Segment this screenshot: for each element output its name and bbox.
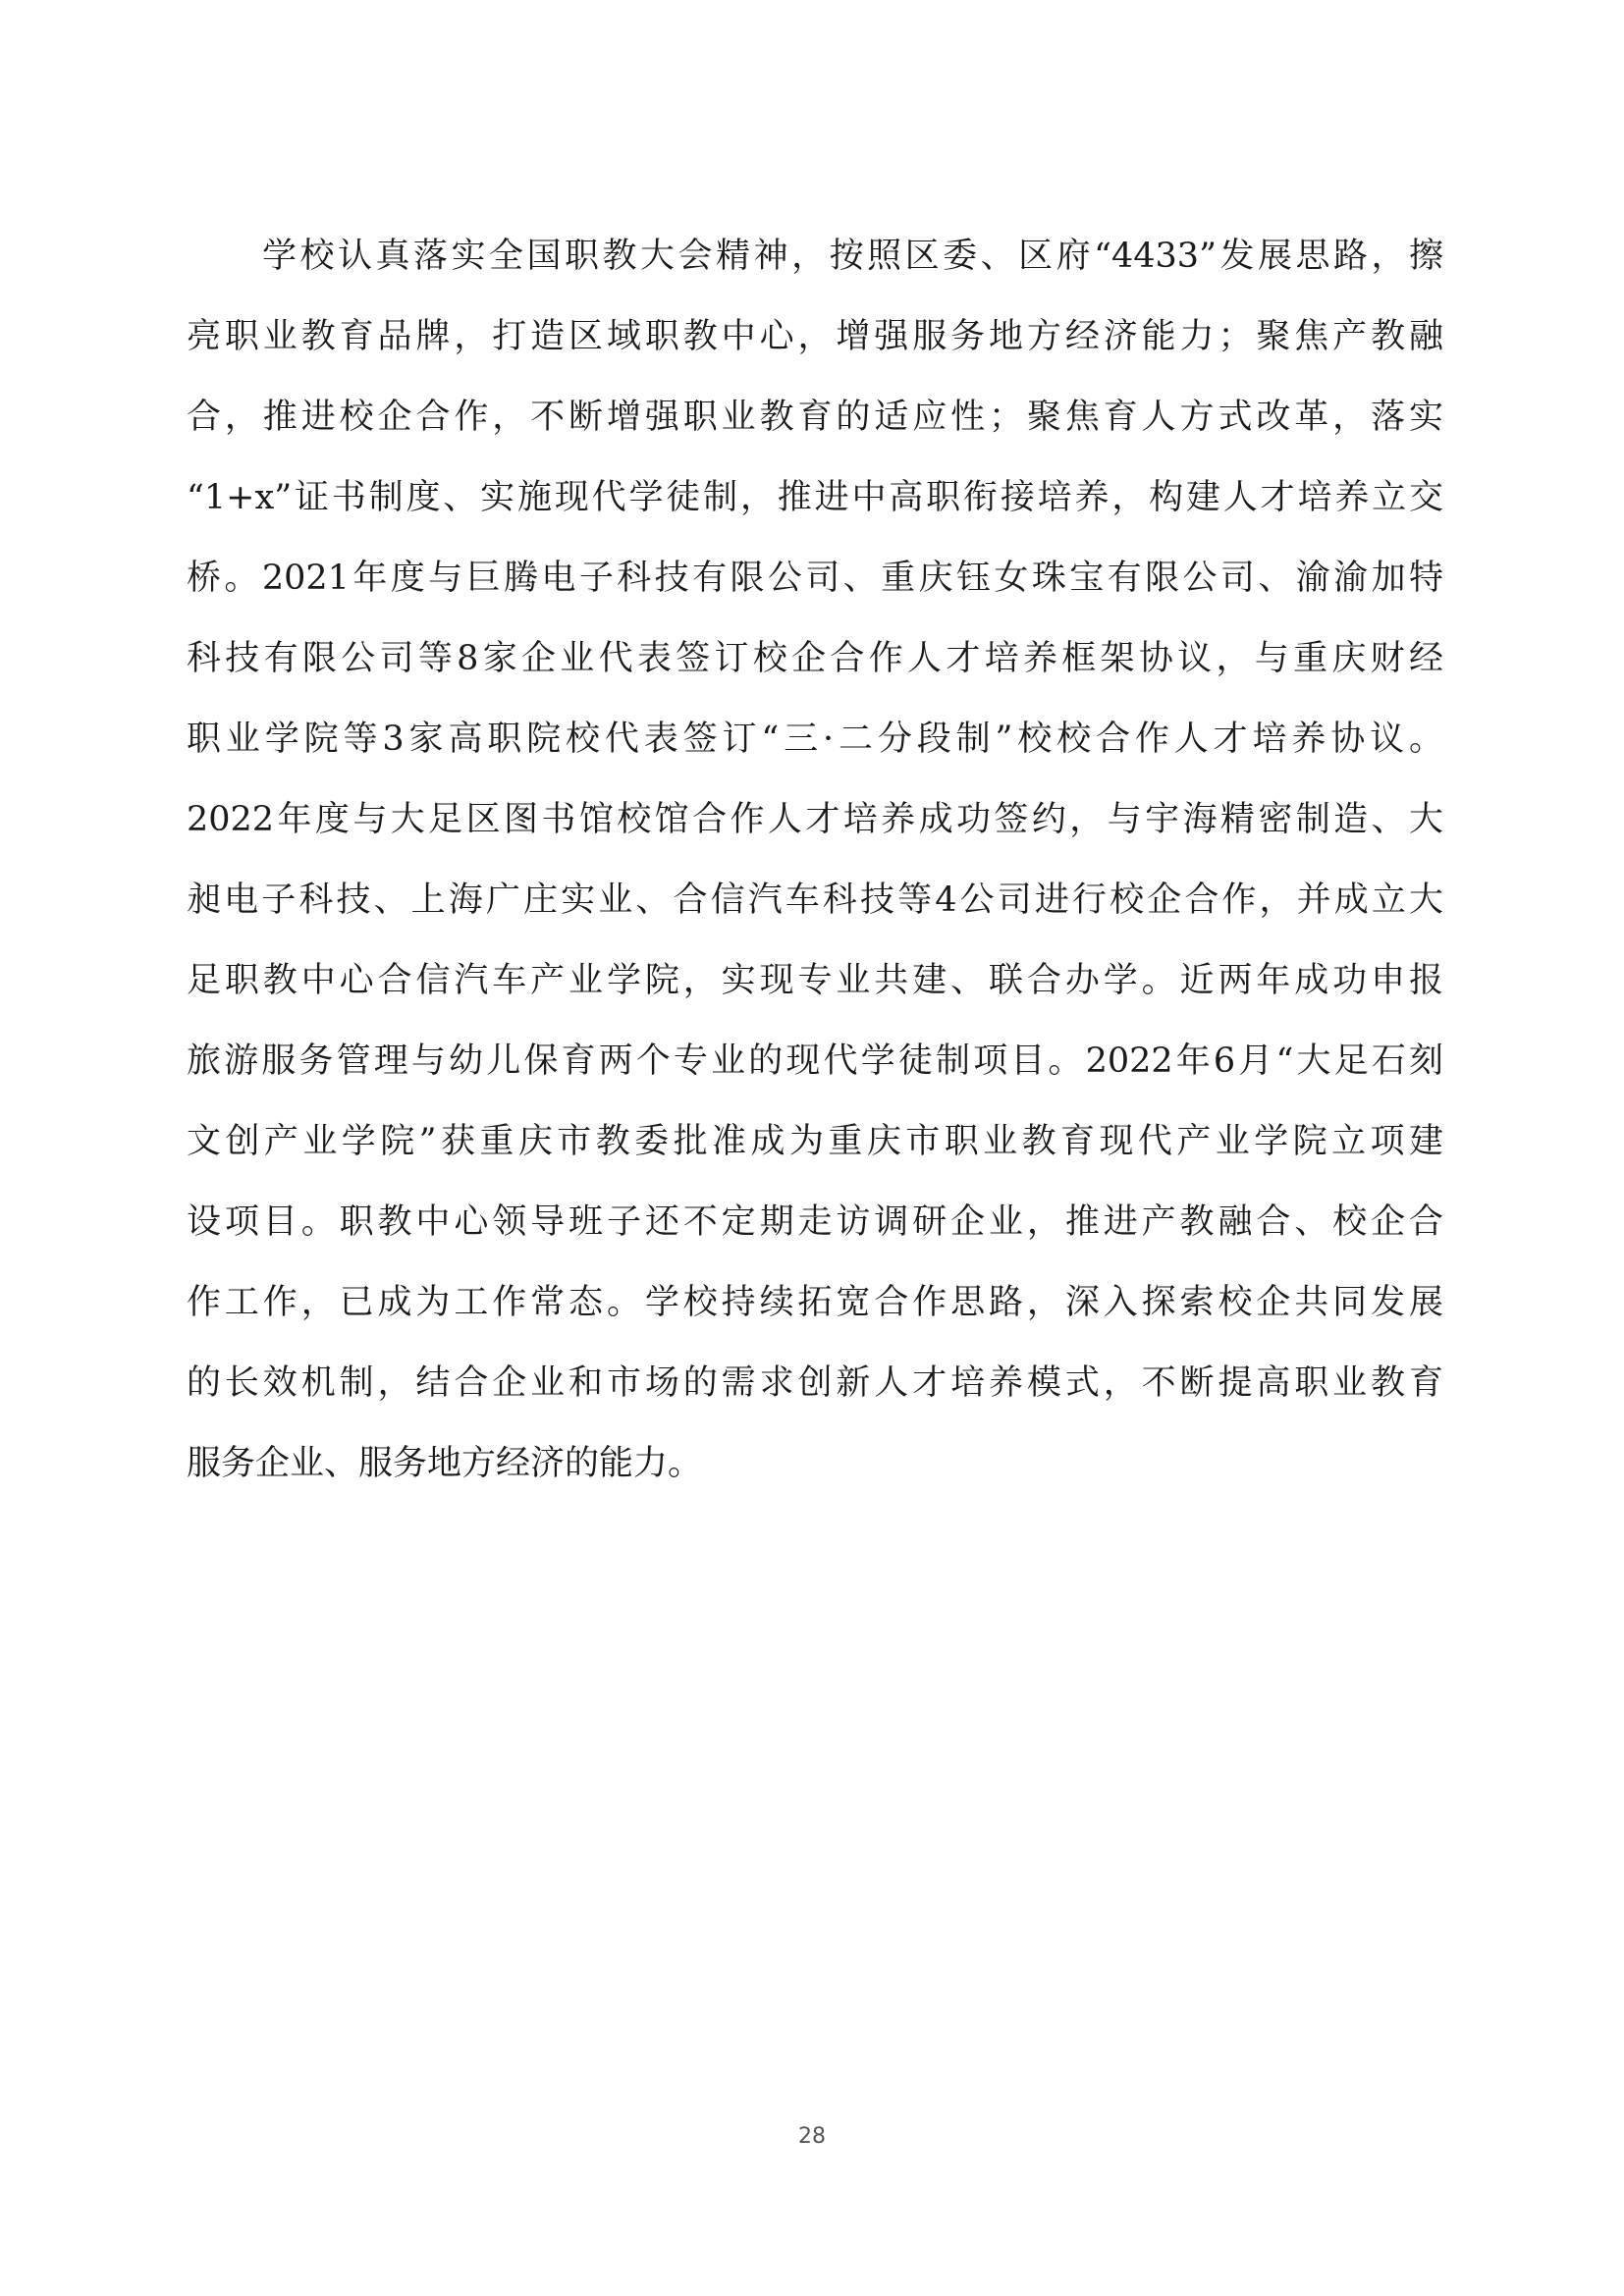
paragraph-line-2: 亮职业教育品牌，打造区域职教中心，增强服务地方经济能力；聚焦产教融 [187, 317, 1443, 356]
paragraph-line-1: 学校认真落实全国职教大会精神，按照区委、区府“4433”发展思路，擦 [187, 237, 1443, 276]
paragraph-line-6: 科技有限公司等8家企业代表签订校企合作人才培养框架协议，与重庆财经 [187, 639, 1443, 678]
paragraph-line-11: 旅游服务管理与幼儿保育两个专业的现代学徒制项目。2022年6月“大足石刻 [187, 1041, 1443, 1081]
paragraph-line-10: 足职教中心合信汽车产业学院，实现专业共建、联合办学。近两年成功申报 [187, 961, 1443, 1000]
paragraph-line-5: 桥。2021年度与巨腾电子科技有限公司、重庆钰女珠宝有限公司、渝渝加特 [187, 559, 1443, 598]
paragraph-line-12: 文创产业学院”获重庆市教委批准成为重庆市职业教育现代产业学院立项建 [187, 1122, 1443, 1161]
paragraph-line-7: 职业学院等3家高职院校代表签订“三·二分段制”校校合作人才培养协议。 [187, 720, 1443, 759]
paragraph-line-8: 2022年度与大足区图书馆校馆合作人才培养成功签约，与宇海精密制造、大 [187, 800, 1443, 839]
body-paragraph [187, 216, 1443, 1504]
paragraph-line-4: “1+x”证书制度、实施现代学徒制，推进中高职衔接培养，构建人才培养立交 [187, 478, 1443, 517]
paragraph-line-16: 服务企业、服务地方经济的能力。 [187, 1444, 703, 1483]
paragraph-line-13: 设项目。职教中心领导班子还不定期走访调研企业，推进产教融合、校企合 [187, 1202, 1443, 1242]
paragraph-line-15: 的长效机制，结合企业和市场的需求创新人才培养模式，不断提高职业教育 [187, 1363, 1443, 1403]
page-number: 28 [798, 2124, 826, 2149]
paragraph-line-14: 作工作，已成为工作常态。学校持续拓宽合作思路，深入探索校企共同发展 [187, 1283, 1443, 1322]
paragraph-line-9: 昶电子科技、上海广庄实业、合信汽车科技等4公司进行校企合作，并成立大 [187, 881, 1443, 920]
paragraph-line-3: 合，推进校企合作，不断增强职业教育的适应性；聚焦育人方式改革，落实 [187, 398, 1443, 437]
